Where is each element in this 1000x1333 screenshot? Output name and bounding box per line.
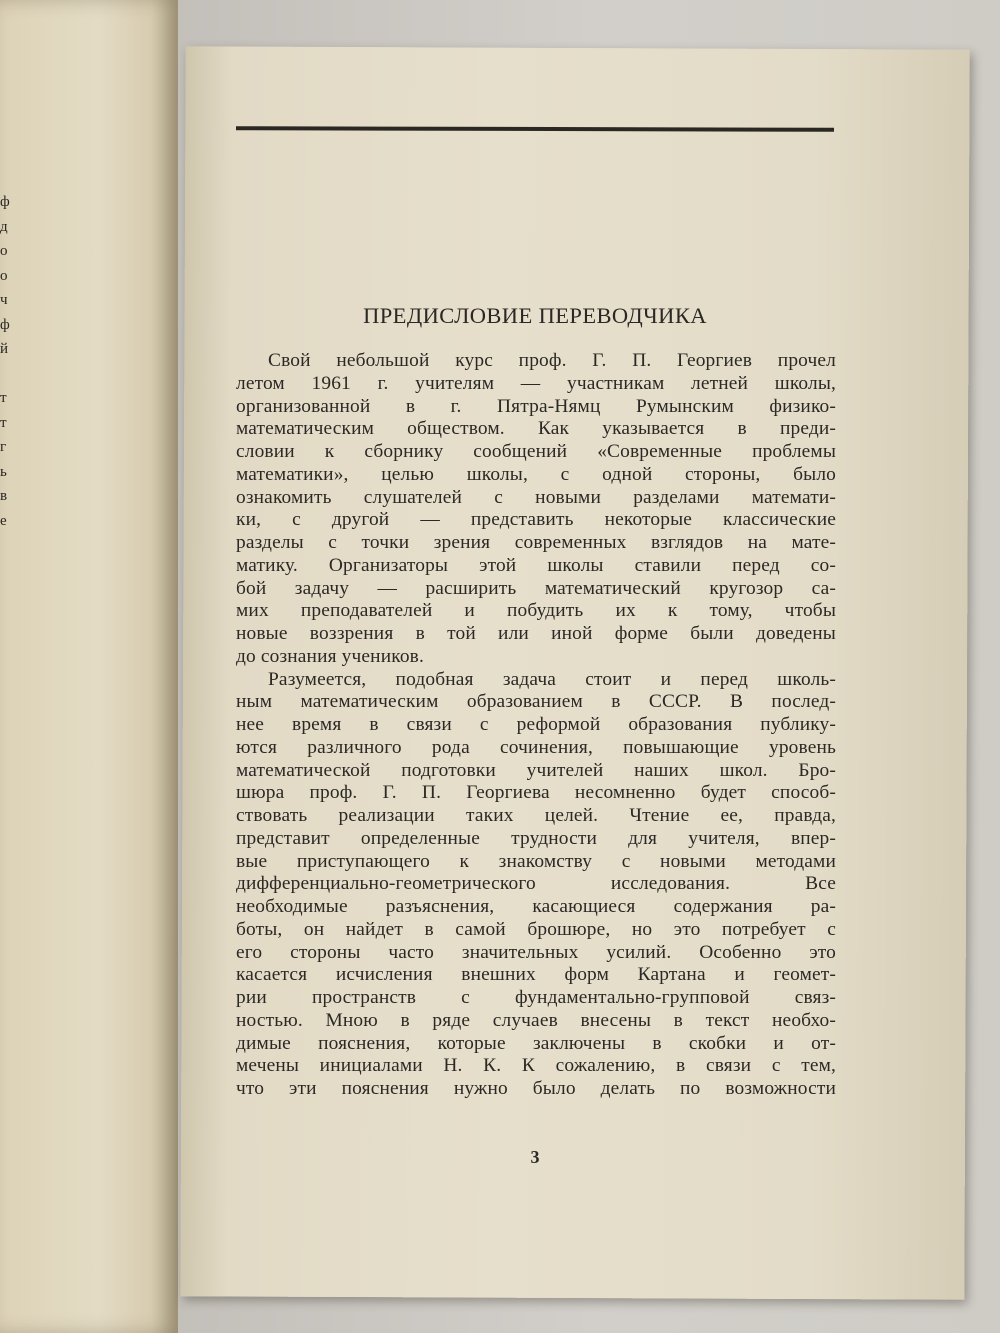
text-line: новые воззрения в той или иной форме были доведены xyxy=(236,623,836,644)
text-line: мих преподавателей и побудить их к тому, чтобы xyxy=(236,600,836,622)
text-line: ки, с другой — представить некоторые классические xyxy=(236,509,836,531)
text-line: ознакомить слушателей с новыми разделами математи- xyxy=(236,486,836,508)
page-title: ПРЕДИСЛОВИЕ ПЕРЕВОДЧИКА xyxy=(363,303,707,328)
text-line: нее время в связи с реформой образования публику- xyxy=(236,714,836,735)
text-line: организованной в г. Пятра-Нямц Румынским физико- xyxy=(236,395,836,417)
text-line: боты, он найдет в самой брошюре, но это потребует с xyxy=(236,918,836,940)
left-glyph: ь xyxy=(0,463,7,480)
text-line: Свой небольшой курс проф. Г. П. Георгиев прочел xyxy=(268,350,836,371)
text-line: Разумеется, подобная задача стоит и перед школь- xyxy=(268,668,836,690)
left-glyph: т xyxy=(0,390,7,406)
text-line: касается исчисления внешних форм Картана и геомет- xyxy=(236,964,836,986)
text-line: ются различного рода сочинения, повышающие уровень xyxy=(236,736,836,758)
text-line: словии к сборнику сообщений «Современные проблемы xyxy=(236,441,836,462)
text-line: димые пояснения, которые заключены в скобки и от- xyxy=(236,1032,836,1054)
text-line: ным математическим образованием в СССР. В послед- xyxy=(236,691,836,713)
text-line: летом 1961 г. учителям — участникам летней школы, xyxy=(236,372,836,394)
text-line: математики», целью школы, с одной стороны, было xyxy=(236,463,836,485)
left-glyph: д xyxy=(0,218,8,235)
text-line: математическим обществом. Как указывается в преди- xyxy=(236,418,836,440)
text-line: ствовать реализации таких целей. Чтение ее, правда, xyxy=(236,805,836,826)
text-line: вые приступающего к знакомству с новыми методами xyxy=(236,850,836,872)
left-page xyxy=(0,0,178,1333)
left-glyph: е xyxy=(0,512,7,529)
left-glyph: т xyxy=(0,414,7,431)
text-line: шюра проф. Г. П. Георгиева несомненно будет способ- xyxy=(236,782,836,804)
left-glyph: о xyxy=(0,243,8,259)
text-line: мечены инициалами Н. К. К сожалению, в связи с тем, xyxy=(236,1055,836,1077)
text-line: ностью. Мною в ряде случаев внесены в текст необхо- xyxy=(236,1009,836,1031)
left-glyph: г xyxy=(0,439,7,455)
text-line: матику. Организаторы этой школы ставили перед со- xyxy=(236,554,836,576)
body-text xyxy=(236,350,836,1101)
text-line: что эти пояснения нужно было делать по возможности xyxy=(236,1078,836,1099)
text-line: до сознания учеников. xyxy=(236,645,424,667)
left-glyph: ф xyxy=(0,316,10,333)
text-line: дифференциально-геометрического исследования. Все xyxy=(236,873,836,895)
left-glyph: о xyxy=(0,267,8,284)
text-line: представит определенные трудности для учителя, впер- xyxy=(236,827,836,849)
text-line: рии пространств с фундаментально-групповой связ- xyxy=(236,987,836,1008)
left-glyph: ч xyxy=(0,292,8,308)
left-glyph xyxy=(0,362,16,387)
left-glyph: в xyxy=(0,488,8,504)
left-page-text-edge xyxy=(0,190,16,533)
left-glyph: ф xyxy=(0,194,10,210)
text-line: его стороны часто значительных усилий. Особенно это xyxy=(236,941,836,963)
left-glyph: й xyxy=(0,341,9,357)
text-line: бой задачу — расширить математический кругозор са- xyxy=(236,577,836,599)
text-line: необходимые разъяснения, касающиеся содержания ра- xyxy=(236,896,836,917)
text-line: разделы с точки зрения современных взглядов на мате- xyxy=(236,532,836,553)
text-line: математической подготовки учителей наших школ. Бро- xyxy=(236,759,836,781)
page-number: 3 xyxy=(530,1147,540,1167)
